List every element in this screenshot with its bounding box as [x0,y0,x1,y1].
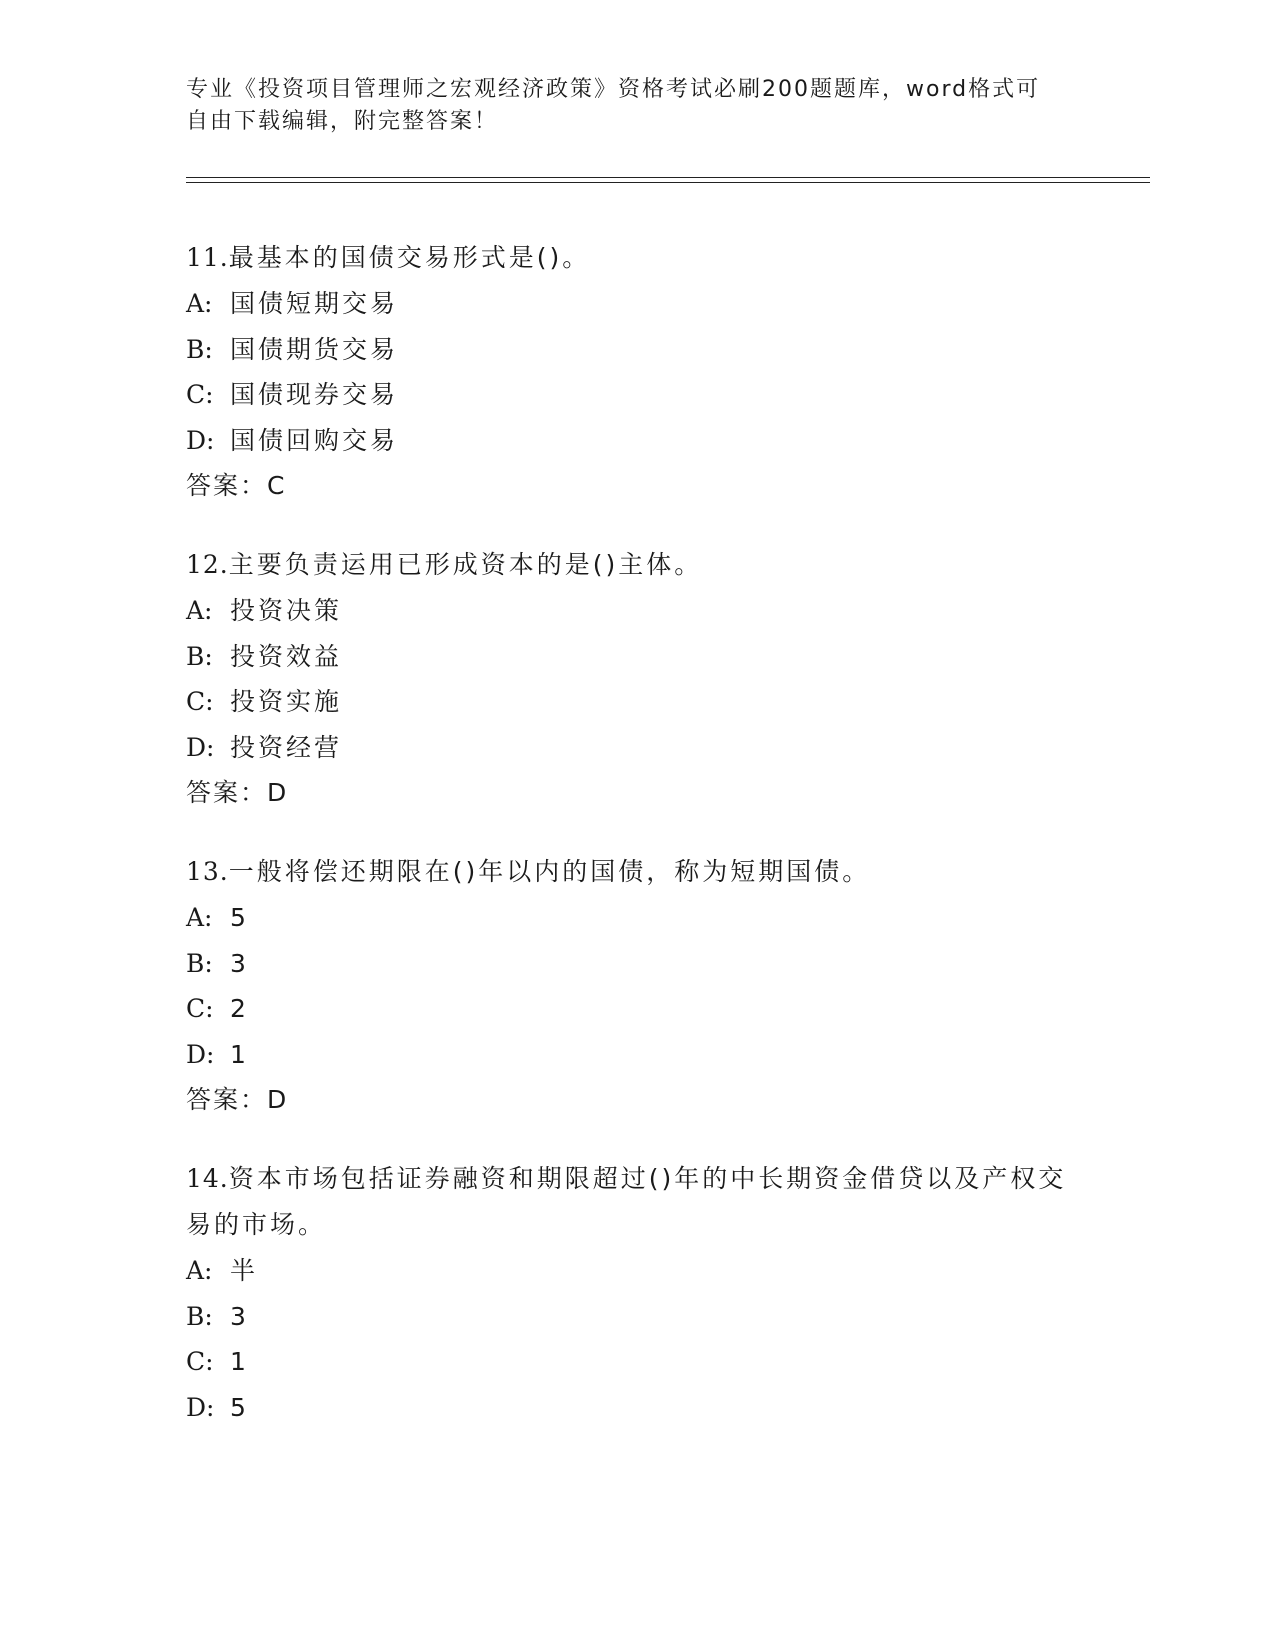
question-stem [186,1156,1086,1248]
option-key: B: [186,1301,213,1331]
option-key: C: [186,380,214,409]
header-line-2: 自由下载编辑，附完整答案！ [186,109,499,134]
option-text: 投资经营 [230,732,343,762]
question-stem [186,849,1086,895]
question-stem [186,542,1086,588]
option-text: 投资效益 [230,641,343,671]
question-text: 一般将偿还期限在()年以内的国债，称为短期国债。 [228,857,871,886]
option-key: D: [186,732,215,762]
question-number: 12. [186,550,229,579]
option-d [186,725,1086,771]
header-line-1: 专业《投资项目管理师之宏观经济政策》资格考试必刷200题题库，word格式可 [186,77,1041,102]
option-key: C: [186,994,214,1023]
option-d [186,1385,1086,1431]
question-text: 主要负责运用已形成资本的是()主体。 [228,550,703,579]
option-c [186,372,1086,418]
answer-line: 答案：C [186,471,287,500]
option-c [186,679,1086,725]
option-key: D: [186,1392,215,1422]
question-text: 最基本的国债交易形式是()。 [228,243,591,272]
option-a [186,588,1086,634]
option-text: 3 [230,1301,249,1331]
option-c [186,1339,1086,1385]
option-text: 2 [230,994,249,1023]
option-key: A: [186,596,213,625]
option-key: D: [186,425,215,455]
option-d [186,1032,1086,1078]
option-key: A: [186,289,213,318]
option-text: 5 [230,1392,249,1422]
option-text: 投资决策 [230,596,343,625]
document-header [186,74,1086,138]
question-number: 13. [186,857,229,886]
question-text: 资本市场包括证券融资和期限超过()年的中长期资金借贷以及产权交易的市场。 [186,1164,1067,1239]
option-key: D: [186,1039,215,1069]
option-a [186,895,1086,941]
option-key: B: [186,334,213,364]
option-c [186,986,1086,1032]
option-a [186,281,1086,327]
question-11 [186,235,1086,508]
option-key: B: [186,948,213,978]
option-text: 国债期货交易 [230,334,399,364]
option-text: 国债回购交易 [230,425,399,455]
option-b [186,327,1086,373]
option-text: 5 [230,903,249,932]
option-text: 3 [230,948,249,978]
option-b [186,941,1086,987]
question-stem [186,235,1086,281]
option-text: 国债短期交易 [230,289,399,318]
option-key: C: [186,1347,214,1376]
option-text: 国债现券交易 [230,380,399,409]
question-13 [186,849,1086,1122]
header-divider-top [186,177,1150,178]
option-a [186,1248,1086,1294]
option-b [186,634,1086,680]
question-list [186,235,1086,1464]
option-b [186,1294,1086,1340]
question-number: 14. [186,1164,229,1193]
answer-line: 答案：D [186,1085,289,1114]
option-key: B: [186,641,213,671]
question-number: 11. [186,243,229,272]
option-text: 1 [230,1039,249,1069]
option-key: C: [186,687,214,716]
option-text: 1 [230,1347,249,1376]
option-text: 投资实施 [230,687,343,716]
question-12 [186,542,1086,815]
option-key: A: [186,903,213,932]
option-text: 半 [230,1256,259,1285]
option-d [186,418,1086,464]
question-14 [186,1156,1086,1430]
header-divider-bottom [186,182,1150,183]
answer-line: 答案：D [186,778,289,807]
option-key: A: [186,1256,213,1285]
